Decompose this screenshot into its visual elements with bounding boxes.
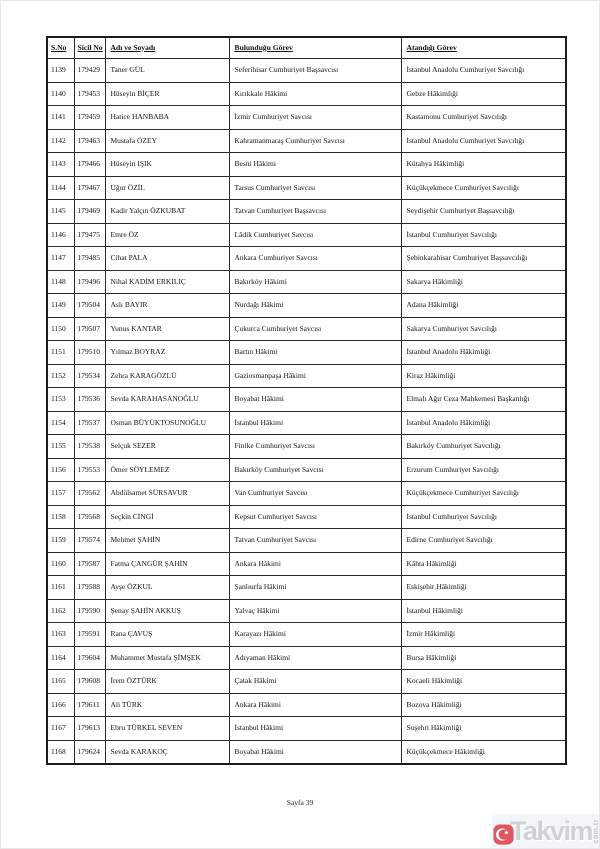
table-cell: Zehra KARAGÖZLÜ (105, 364, 229, 388)
table-row (47, 200, 566, 224)
appointments-table (46, 36, 567, 765)
table-cell: İstanbul Cumhuriyet Savcılığı (401, 223, 566, 247)
table-cell: 179536 (74, 388, 105, 412)
table-cell: 1167 (47, 717, 74, 741)
page-number: Sayfa 39 (286, 798, 314, 807)
table-row (47, 458, 566, 482)
table-cell: 179504 (74, 294, 105, 318)
table-cell: İstanbul Hâkimi (229, 717, 401, 741)
table-row (47, 176, 566, 200)
table-row (47, 435, 566, 459)
table-cell: 1139 (47, 59, 74, 83)
table-cell: Bakırköy Hâkimi (229, 270, 401, 294)
table-row (47, 223, 566, 247)
table-cell: 1166 (47, 693, 74, 717)
table-cell: 179475 (74, 223, 105, 247)
table-cell: Bozova Hâkimliği (401, 693, 566, 717)
table-cell: İstanbul Anadolu Cumhuriyet Savcılığı (401, 59, 566, 83)
table-cell: 179469 (74, 200, 105, 224)
table-cell: Yılmaz BOYRAZ (105, 341, 229, 365)
col-header-current-duty: Bulunduğu Görev (229, 37, 401, 59)
table-cell: 179453 (74, 82, 105, 106)
table-cell: Şenay ŞAHİN AKKUŞ (105, 599, 229, 623)
table-cell: Ayşe ÖZKUL (105, 576, 229, 600)
takvim-brand-text: Takvim (510, 816, 593, 846)
table-cell: İrem ÖZTÜRK (105, 670, 229, 694)
table-cell: Kepsut Cumhuriyet Savcısı (229, 505, 401, 529)
table-cell: 1155 (47, 435, 74, 459)
table-row (47, 129, 566, 153)
col-header-sno: S.No (47, 37, 74, 59)
table-cell: Rana ÇAVUŞ (105, 623, 229, 647)
table-cell: 1161 (47, 576, 74, 600)
table-cell: Tarsus Cumhuriyet Savcısı (229, 176, 401, 200)
table-cell: Boyabat Hâkimi (229, 740, 401, 764)
table-cell: 179466 (74, 153, 105, 177)
table-cell: Sakarya Hâkimliği (401, 270, 566, 294)
table-row (47, 106, 566, 130)
table-cell: Kocaeli Hâkimliği (401, 670, 566, 694)
table-cell: Erzurum Cumhuriyet Savcılığı (401, 458, 566, 482)
table-cell: Besni Hâkimi (229, 153, 401, 177)
table-cell: Ankara Hâkimi (229, 693, 401, 717)
table-row (47, 646, 566, 670)
table-cell: 1151 (47, 341, 74, 365)
table-cell: İstanbul Hâkimliği (401, 599, 566, 623)
table-cell: 1149 (47, 294, 74, 318)
table-cell: 179496 (74, 270, 105, 294)
col-header-sicil: Sicil No (74, 37, 105, 59)
table-cell: Sevda KARAHASANOĞLU (105, 388, 229, 412)
table-cell: Eskişehir Hâkimliği (401, 576, 566, 600)
table-cell: 179510 (74, 341, 105, 365)
table-cell: Gebze Hâkimliği (401, 82, 566, 106)
table-cell: Edirne Cumhuriyet Savcılığı (401, 529, 566, 553)
table-cell: 179608 (74, 670, 105, 694)
table-cell: 1162 (47, 599, 74, 623)
table-cell: Aslı BAYIR (105, 294, 229, 318)
table-cell: Şebinkarahisar Cumhuriyet Başsavcılığı (401, 247, 566, 271)
table-cell: 1142 (47, 129, 74, 153)
table-cell: 179591 (74, 623, 105, 647)
table-row (47, 552, 566, 576)
table-row (47, 388, 566, 412)
table-row (47, 740, 566, 764)
table-cell: Nihal KADİM ERKILIÇ (105, 270, 229, 294)
table-cell: Emre ÖZ (105, 223, 229, 247)
table-cell: 1141 (47, 106, 74, 130)
table-cell: Çukurca Cumhuriyet Savcısı (229, 317, 401, 341)
table-cell: 1154 (47, 411, 74, 435)
table-cell: 179459 (74, 106, 105, 130)
table-cell: Ankara Cumhuriyet Savcısı (229, 247, 401, 271)
table-cell: 179429 (74, 59, 105, 83)
table-cell: Boyabat Hâkimi (229, 388, 401, 412)
table-cell: 1165 (47, 670, 74, 694)
table-cell: 1152 (47, 364, 74, 388)
table-cell: 1156 (47, 458, 74, 482)
table-cell: Ali TÜRK (105, 693, 229, 717)
table-cell: 179467 (74, 176, 105, 200)
table-cell: Kütahya Hâkimliği (401, 153, 566, 177)
table-cell: Mehmet ŞAHİN (105, 529, 229, 553)
table-cell: Küçükçekmece Hâkimliği (401, 740, 566, 764)
table-cell: Bartın Hâkimi (229, 341, 401, 365)
table-cell: Sakarya Cumhuriyet Savcılığı (401, 317, 566, 341)
table-cell: 179613 (74, 717, 105, 741)
table-cell: 179574 (74, 529, 105, 553)
table-cell: 1164 (47, 646, 74, 670)
table-row (47, 505, 566, 529)
table-cell: 179611 (74, 693, 105, 717)
table-cell: 179604 (74, 646, 105, 670)
table-cell: Nurdağı Hâkimi (229, 294, 401, 318)
table-row (47, 623, 566, 647)
table-cell: İstanbul Anadolu Hâkimliği (401, 411, 566, 435)
table-cell: 1146 (47, 223, 74, 247)
table-cell: Selçuk SEZER (105, 435, 229, 459)
table-cell: Uğur ÖZİL (105, 176, 229, 200)
table-body (47, 59, 566, 765)
table-cell: Osman BÜYÜKTOSUNOĞLU (105, 411, 229, 435)
table-cell: 1148 (47, 270, 74, 294)
table-cell: Muhammet Mustafa ŞİMŞEK (105, 646, 229, 670)
table-row (47, 576, 566, 600)
table-row (47, 317, 566, 341)
table-row (47, 247, 566, 271)
table-cell: 1153 (47, 388, 74, 412)
table-row (47, 411, 566, 435)
table-header-row (47, 37, 566, 59)
table-cell: 179568 (74, 505, 105, 529)
table-row (47, 82, 566, 106)
table-cell: 179537 (74, 411, 105, 435)
table-cell: Seydişehir Cumhuriyet Başsavcılığı (401, 200, 566, 224)
table-cell: Adana Hâkimliği (401, 294, 566, 318)
table-cell: 1140 (47, 82, 74, 106)
table-cell: Bursa Hâkimliği (401, 646, 566, 670)
table-cell: 179507 (74, 317, 105, 341)
table-cell: Küçükçekmece Cumhuriyet Savcılığı (401, 482, 566, 506)
table-cell: 179463 (74, 129, 105, 153)
table-cell: İstanbul Hâkimi (229, 411, 401, 435)
table-cell: Ebru TÜRKEL SEVEN (105, 717, 229, 741)
table-cell: İstanbul Cumhuriyet Savcılığı (401, 505, 566, 529)
table-cell: 1144 (47, 176, 74, 200)
table-row (47, 294, 566, 318)
table-cell: Seçkin CİNGİ (105, 505, 229, 529)
table-cell: Taner GÜL (105, 59, 229, 83)
table-row (47, 364, 566, 388)
table-cell: 179587 (74, 552, 105, 576)
table-cell: Hatice HANBABA (105, 106, 229, 130)
table-cell: 179588 (74, 576, 105, 600)
table-cell: Elmalı Ağır Ceza Mahkemesi Başkanlığı (401, 388, 566, 412)
table-cell: Tatvan Cumhuriyet Savcısı (229, 529, 401, 553)
table-cell: Mustafa ÖZEY (105, 129, 229, 153)
table-cell: 1159 (47, 529, 74, 553)
table-cell: Seferihisar Cumhuriyet Başsavcısı (229, 59, 401, 83)
table-row (47, 717, 566, 741)
table-cell: Cihat PALA (105, 247, 229, 271)
table-cell: Çatak Hâkimi (229, 670, 401, 694)
table-cell: Hüseyin IŞIK (105, 153, 229, 177)
table-row (47, 270, 566, 294)
table-cell: Hüseyin BİÇER (105, 82, 229, 106)
table-cell: 179485 (74, 247, 105, 271)
table-cell: Kahramanmaraş Cumhuriyet Savcısı (229, 129, 401, 153)
table-cell: Ömer SÖYLEMEZ (105, 458, 229, 482)
table-cell: Yunus KANTAR (105, 317, 229, 341)
table-cell: Şanlıurfa Hâkimi (229, 576, 401, 600)
table-cell: Bakırköy Cumhuriyet Savcısı (229, 458, 401, 482)
table-cell: İstanbul Anadolu Cumhuriyet Savcılığı (401, 129, 566, 153)
table-cell: Sevda KARAKOÇ (105, 740, 229, 764)
table-cell: 1145 (47, 200, 74, 224)
table-cell: Karayazı Hâkimi (229, 623, 401, 647)
table-cell: 1147 (47, 247, 74, 271)
table-cell: 1157 (47, 482, 74, 506)
table-cell: Gaziosmanpaşa Hâkimi (229, 364, 401, 388)
table-cell: Kiraz Hâkimliği (401, 364, 566, 388)
table-cell: Abdülsamet SÜRSAVUR (105, 482, 229, 506)
table-cell: 1158 (47, 505, 74, 529)
table-cell: İstanbul Anadolu Hâkimliği (401, 341, 566, 365)
table-cell: Kırıkkale Hâkimi (229, 82, 401, 106)
table-cell: Kâhta Hâkimliği (401, 552, 566, 576)
table-cell: Küçükçekmece Cumhuriyet Savcılığı (401, 176, 566, 200)
table-cell: 179538 (74, 435, 105, 459)
col-header-assigned-duty: Atandığı Görev (401, 37, 566, 59)
table-row (47, 153, 566, 177)
table-cell: Kadir Yalçın ÖZKUBAT (105, 200, 229, 224)
table-cell: 1160 (47, 552, 74, 576)
table-cell: Lâdik Cumhuriyet Savcısı (229, 223, 401, 247)
table-cell: 179553 (74, 458, 105, 482)
table-cell: 1163 (47, 623, 74, 647)
table-cell: Tatvan Cumhuriyet Başsavcısı (229, 200, 401, 224)
takvim-domain-suffix: com.tr (593, 819, 600, 844)
table-cell: Bakırköy Cumhuriyet Savcılığı (401, 435, 566, 459)
table-row (47, 529, 566, 553)
table-cell: İzmir Cumhuriyet Savcısı (229, 106, 401, 130)
table-cell: 179590 (74, 599, 105, 623)
table-cell: 179562 (74, 482, 105, 506)
table-row (47, 670, 566, 694)
table-cell: Fatma ÇANGÜR ŞAHİN (105, 552, 229, 576)
table-cell: Suşehri Hâkimliği (401, 717, 566, 741)
table-cell: 179624 (74, 740, 105, 764)
table-cell: 1150 (47, 317, 74, 341)
table-cell: Adıyaman Hâkimi (229, 646, 401, 670)
table-row (47, 59, 566, 83)
table-cell: 179534 (74, 364, 105, 388)
table-row (47, 482, 566, 506)
table-cell: İzmir Hâkimliği (401, 623, 566, 647)
table-cell: 1143 (47, 153, 74, 177)
table-cell: Finike Cumhuriyet Savcısı (229, 435, 401, 459)
table-row (47, 341, 566, 365)
table-row (47, 599, 566, 623)
table-cell: Yalvaç Hâkimi (229, 599, 401, 623)
table-cell: Van Cumhuriyet Savcısı (229, 482, 401, 506)
table-cell: Ankara Hâkimi (229, 552, 401, 576)
takvim-watermark (492, 814, 600, 849)
table-row (47, 693, 566, 717)
col-header-name: Adı ve Soyadı (105, 37, 229, 59)
table-cell: Kastamonu Cumhuriyet Savcılığı (401, 106, 566, 130)
table-cell: 1168 (47, 740, 74, 764)
